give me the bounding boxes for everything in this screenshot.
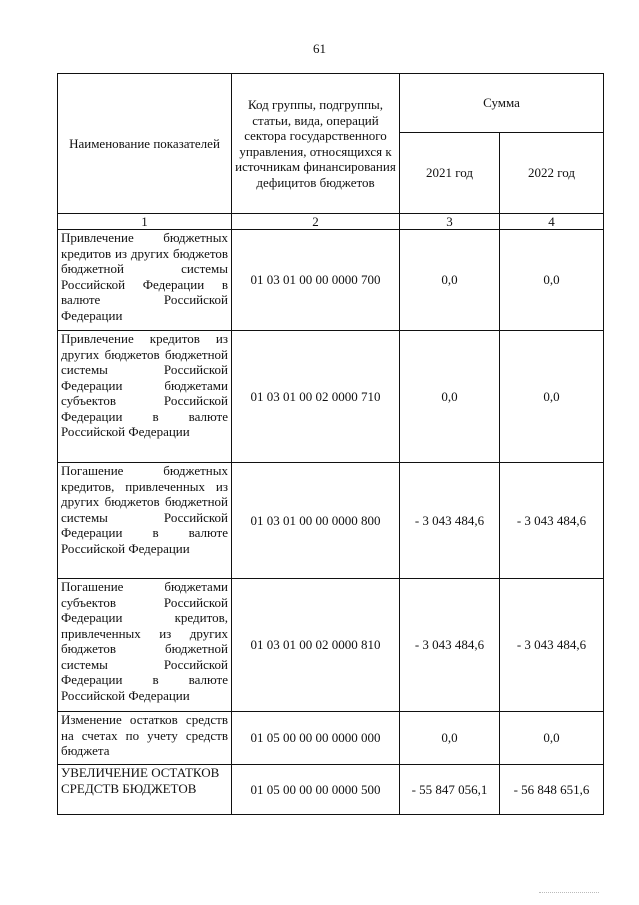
column-number: 3 <box>400 214 500 230</box>
row-name: Погашение бюджетами субъектов Российской Федерации кредитов, привлеченных из других бюджетов бюджетной системы Российской Федерации в валюте Российской Федерации <box>58 579 232 712</box>
scan-artifact-divider <box>539 888 599 893</box>
row-code: 01 03 01 00 00 0000 700 <box>232 230 400 331</box>
row-code: 01 05 00 00 00 0000 500 <box>232 765 400 815</box>
row-name: УВЕЛИЧЕНИЕ ОСТАТКОВ СРЕДСТВ БЮДЖЕТОВ <box>58 765 232 815</box>
row-code: 01 03 01 00 02 0000 710 <box>232 331 400 463</box>
table-row <box>58 331 604 463</box>
table-row <box>58 230 604 331</box>
row-name: Погашение бюджетных кредитов, привлеченных из других бюджетов бюджетной системы Российской Федерации в валюте Российской Федерации <box>58 463 232 579</box>
column-number: 1 <box>58 214 232 230</box>
header-year-2021: 2021 год <box>400 133 500 214</box>
row-value-2022: - 3 043 484,6 <box>500 463 604 579</box>
row-value-2021: - 3 043 484,6 <box>400 463 500 579</box>
row-value-2021: - 3 043 484,6 <box>400 579 500 712</box>
column-number: 4 <box>500 214 604 230</box>
row-code: 01 05 00 00 00 0000 000 <box>232 712 400 765</box>
header-code: Код группы, подгруппы, статьи, вида, операций сектора государственного управления, относящихся к источникам финансирования дефицитов бюджетов <box>232 74 400 214</box>
header-year-2022: 2022 год <box>500 133 604 214</box>
row-name: Привлечение бюджетных кредитов из других бюджетов бюджетной системы Российской Федерации в валюте Российской Федерации <box>58 230 232 331</box>
header-sum: Сумма <box>400 74 604 133</box>
row-name: Привлечение кредитов из других бюджетов бюджетной системы Российской Федерации бюджетами субъектов Российской Федерации в валюте Российской Федерации <box>58 331 232 463</box>
row-value-2021: 0,0 <box>400 331 500 463</box>
page-number: 61 <box>313 41 326 56</box>
column-number: 2 <box>232 214 400 230</box>
row-value-2022: - 56 848 651,6 <box>500 765 604 815</box>
row-value-2021: - 55 847 056,1 <box>400 765 500 815</box>
table-row <box>58 765 604 815</box>
table-row <box>58 463 604 579</box>
row-value-2022: 0,0 <box>500 331 604 463</box>
row-code: 01 03 01 00 02 0000 810 <box>232 579 400 712</box>
row-value-2021: 0,0 <box>400 712 500 765</box>
row-value-2021: 0,0 <box>400 230 500 331</box>
budget-sources-table <box>57 73 604 815</box>
row-value-2022: 0,0 <box>500 712 604 765</box>
header-name: Наименование показателей <box>58 74 232 214</box>
row-name: Изменение остатков средств на счетах по учету средств бюджета <box>58 712 232 765</box>
row-code: 01 03 01 00 00 0000 800 <box>232 463 400 579</box>
row-value-2022: - 3 043 484,6 <box>500 579 604 712</box>
table-row <box>58 579 604 712</box>
table-row <box>58 712 604 765</box>
row-value-2022: 0,0 <box>500 230 604 331</box>
